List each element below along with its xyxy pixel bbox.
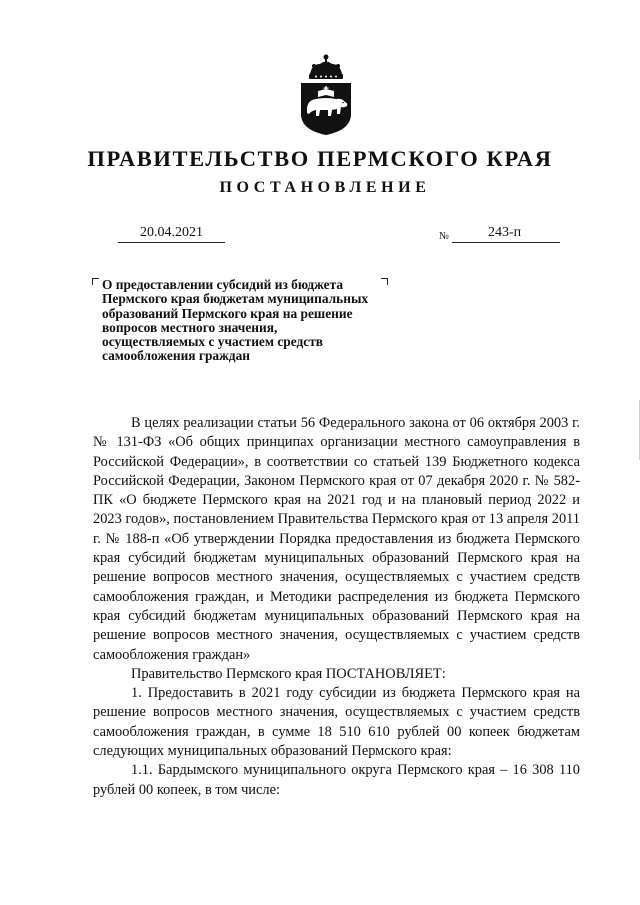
document-subject	[102, 278, 432, 364]
item-1-1-paragraph: 1.1. Бардымского муниципального округа Пермского края – 16 308 110 рублей 00 копеек, в том числе:	[93, 762, 580, 798]
resolves-paragraph: Правительство Пермского края ПОСТАНОВЛЯЕТ:	[131, 665, 446, 682]
subject-line: образований Пермского края на решение	[102, 305, 353, 321]
document-type: ПОСТАНОВЛЕНИЕ	[219, 179, 431, 196]
subject-bracket-left	[92, 278, 99, 285]
coat-of-arms-emblem	[296, 52, 356, 136]
subject-line: осуществляемых с участием средств	[102, 334, 324, 350]
scan-edge-mark	[636, 400, 640, 460]
government-title: ПРАВИТЕЛЬСТВО ПЕРМСКОГО КРАЯ	[87, 146, 553, 171]
subject-line: Пермского края бюджетам муниципальных	[102, 291, 369, 307]
document-date: 20.04.2021	[140, 225, 203, 240]
subject-line: вопросов местного значения,	[102, 319, 278, 335]
coat-of-arms-icon	[296, 52, 356, 136]
document-body	[93, 414, 580, 800]
subject-line: самообложения граждан	[102, 348, 250, 364]
preamble-paragraph: В целях реализации статьи 56 Федерального закона от 06 октября 2003 г. № 131-ФЗ «Об общих принципах организации местного самоуправления в Российской Федерации», в соответствии со статьей 139 Бюджетного кодекса Российской Федерации, Законом Пермского края от 07 декабря 2020 г. № 582-ПК «О бюджете Пермского края на 2021 год и на плановый период 2022 и 2023 годов», постановлением Правительства Пермского края от 13 апреля 2011 г. № 188-п «Об утверждении Порядка предоставления из бюджета Пермского края субсидий бюджетам муниципальных образований Пермского края на решение вопросов местного значения, осуществляемых с участием средств самообложения граждан, и Методики распределения из бюджета Пермского края субсидий бюджетам муниципальных образований Пермского края на решение вопросов местного значения, осуществляемых с участием средств самообложения граждан»	[93, 415, 580, 663]
document-date-field	[118, 224, 225, 243]
subject-line: О предоставлении субсидий из бюджета	[102, 277, 344, 292]
document-number: 243-п	[488, 225, 522, 240]
item-1-paragraph: 1. Предоставить в 2021 году субсидии из бюджета Пермского края на решение вопросов местного значения, осуществляемых с участием средств самообложения граждан, в сумме 18 510 610 рублей 00 копеек бюджетам следующих муниципальных образований Пермского края:	[93, 685, 580, 760]
document-number-field	[452, 224, 560, 243]
number-sign: №	[439, 231, 450, 242]
